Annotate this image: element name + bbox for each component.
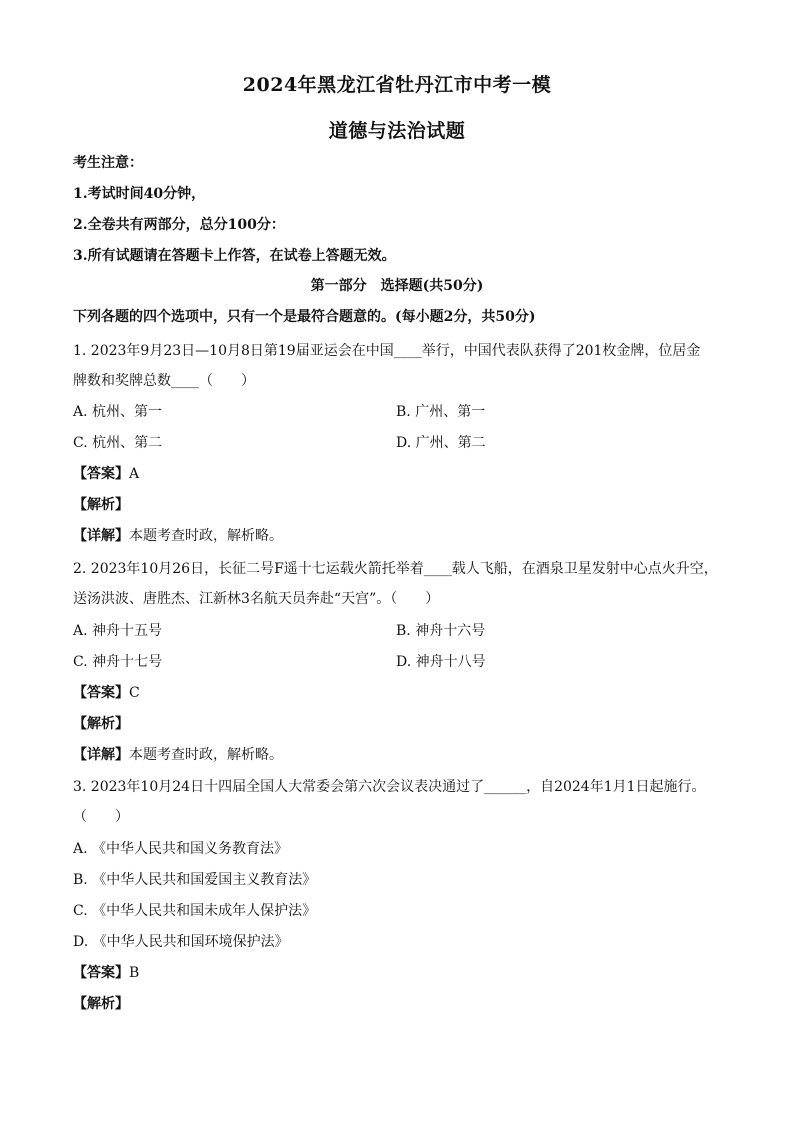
question-1-detail [73,525,283,545]
question-3-stem-line2: （ ） [73,809,129,825]
question-2-option-a: A. 神舟十五号 [73,623,163,639]
question-2-option-b: B. 神舟十六号 [396,623,486,639]
question-1-analysis-tag: 【解析】 [73,497,129,513]
question-3-stem-line1: 3. 2023年10月24日十四届全国人大常委会第六次会议表决通过了______，自2024年1月1日起施行。 [73,779,706,795]
question-1-option-a: A. 杭州、第一 [73,404,163,420]
question-1-option-c: C. 杭州、第二 [73,435,163,451]
answer-value: B [129,965,140,981]
question-3-option-a: A. 《中华人民共和国义务教育法》 [73,841,289,857]
question-2-option-c: C. 神舟十七号 [73,654,163,670]
note-item-2: 2.全卷共有两部分，总分100分： [73,217,285,233]
detail-text: 本题考查时政，解析略。 [129,747,283,763]
question-1-stem-line1: 1. 2023年9月23日—10月8日第19届亚运会在中国____举行，中国代表队获得了201枚金牌，位居金 [73,343,701,359]
question-1-answer [73,463,139,483]
question-1-option-b: B. 广州、第一 [396,404,486,420]
question-2-detail [73,744,283,764]
answer-tag: 【答案】 [73,466,129,482]
question-3-option-b: B. 《中华人民共和国爱国主义教育法》 [73,872,317,888]
answer-tag: 【答案】 [73,965,129,981]
question-1-stem-line2: 牌数和奖牌总数____（ ） [73,373,255,389]
question-2-stem-line2: 送汤洪波、唐胜杰、江新林3名航天员奔赴“天宫”。（ ） [73,591,440,607]
section-instruction: 下列各题的四个选项中，只有一个是最符合题意的。(每小题2分，共50分) [73,309,536,325]
question-3-analysis-tag: 【解析】 [73,996,129,1012]
question-3-answer [73,962,139,982]
question-2-option-d: D. 神舟十八号 [396,654,486,670]
question-3-option-c: C. 《中华人民共和国未成年人保护法》 [73,903,317,919]
note-item-1: 1.考试时间40分钟， [73,186,206,202]
exam-title: 2024年黑龙江省牡丹江市中考一模 [242,74,552,96]
question-2-analysis-tag: 【解析】 [73,716,129,732]
answer-value: A [129,466,140,482]
question-2-stem-line1: 2. 2023年10月26日，长征二号F遥十七运载火箭托举着____载人飞船，在酒泉卫星发射中心点火升空， [73,561,718,577]
answer-tag: 【答案】 [73,685,129,701]
answer-value: C [129,685,140,701]
question-3-option-d: D. 《中华人民共和国环境保护法》 [73,934,289,950]
question-1-option-d: D. 广州、第二 [396,435,486,451]
detail-text: 本题考查时政，解析略。 [129,528,283,544]
note-item-3: 3.所有试题请在答题卡上作答，在试卷上答题无效。 [73,248,396,264]
question-2-answer [73,682,140,702]
detail-tag: 【详解】 [73,528,129,544]
detail-tag: 【详解】 [73,747,129,763]
section-title: 第一部分 选择题(共50分) [310,278,484,294]
notes-heading: 考生注意： [73,155,143,171]
exam-subtitle: 道德与法治试题 [328,120,466,142]
